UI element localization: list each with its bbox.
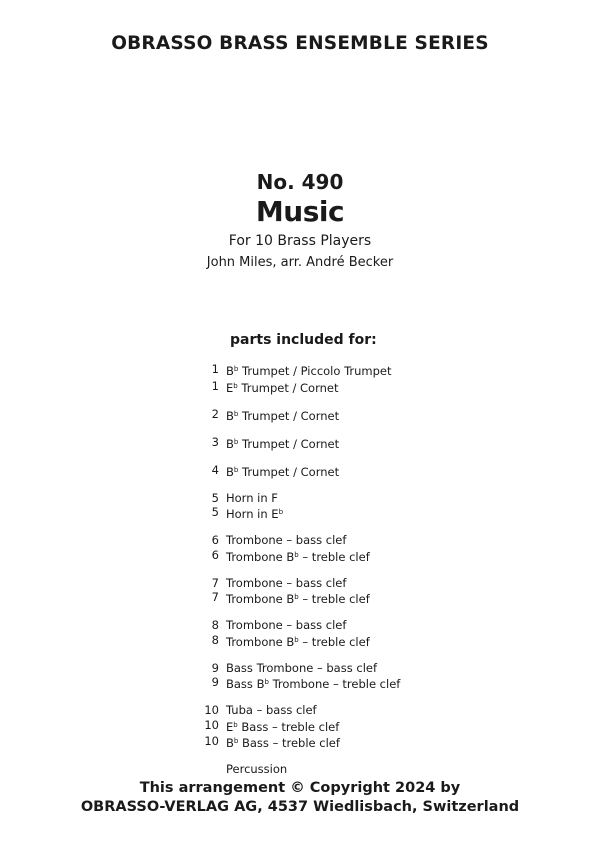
instrument-text: B [226,436,234,451]
part-instrument [226,703,317,718]
part-number: 7 [211,590,219,604]
instrument-text-suffix: Trumpet / Cornet [237,380,339,395]
part-number: 5 [211,490,219,505]
part-line [196,362,496,379]
part-instrument [226,407,339,424]
part-instrument [226,718,339,735]
part-line [196,576,496,591]
part-line [196,435,496,452]
part-line [196,633,496,650]
part-group [196,491,496,522]
part-line [196,618,496,633]
part-number: 8 [211,632,219,647]
part-instrument [226,576,346,591]
flat-sign: b [294,550,299,559]
flat-sign: b [233,365,239,373]
work-title: Music [255,195,345,228]
part-instrument [226,435,339,452]
part-instrument [226,362,392,379]
part-instrument [226,379,338,396]
part-line [196,379,496,396]
work-subtitle: For 10 Brass Players [228,233,372,249]
part-instrument [226,618,346,633]
part-instrument [226,661,377,676]
part-group [196,407,496,424]
part-group [196,463,496,480]
part-group [196,435,496,452]
copyright-footer [0,779,600,817]
part-instrument [226,491,278,506]
percussion-part: Percussion [226,762,288,776]
flat-sign: b [264,678,269,686]
flat-sign: b [233,737,239,745]
series-title: OBRASSO BRASS ENSEMBLE SERIES [111,33,489,54]
part-group [196,703,496,751]
part-line [196,703,496,718]
copyright-line: This arrangement © Copyright 2024 by [139,780,461,796]
part-number: 10 [204,717,219,732]
part-group [196,576,496,607]
flat-sign: b [233,409,239,418]
part-number: 8 [211,618,219,632]
part-line [196,491,496,506]
instrument-text: Trombone B [226,549,295,564]
instrument-text-suffix: – treble clef [298,634,370,649]
part-line [196,407,496,424]
instrument-text: B [226,408,234,423]
flat-sign: b [233,720,238,729]
part-instrument [226,633,370,650]
part-group [196,618,496,649]
part-line [196,533,496,548]
instrument-text-suffix: – treble clef [298,549,370,564]
part-number: 10 [204,734,219,748]
composer-credit: John Miles, arr. André Becker [206,255,394,270]
parts-list [196,362,496,777]
part-number: 2 [211,406,219,421]
instrument-text: E [226,380,234,395]
flat-sign: b [294,593,299,601]
part-instrument [226,533,346,548]
instrument-text: Tuba – bass clef [226,703,317,717]
instrument-text: Trombone B [226,634,295,649]
instrument-text: Bass Trombone – bass clef [226,660,378,675]
instrument-text: Trombone – bass clef [226,575,347,590]
flat-sign: b [233,465,239,474]
part-line [196,463,496,480]
part-instrument [226,548,370,565]
instrument-text: Trombone – bass clef [226,618,347,632]
instrument-text: Trombone – bass clef [226,533,347,547]
flat-sign: b [294,635,299,644]
instrument-text: Horn in F [226,490,278,505]
instrument-text-suffix: Trumpet / Cornet [238,436,340,451]
part-number: 9 [211,660,219,675]
part-instrument [226,590,370,607]
part-instrument [226,463,339,480]
part-number: 5 [211,505,219,519]
part-line [196,661,496,676]
part-group [196,661,496,692]
instrument-text: B [226,464,234,479]
part-instrument [226,505,283,522]
part-number: 6 [211,533,219,547]
flat-sign: b [233,381,238,390]
part-line [196,505,496,522]
instrument-text-suffix: Trumpet / Piccolo Trumpet [238,364,392,378]
instrument-text: Trombone B [226,592,295,606]
part-number: 4 [211,462,219,477]
work-number: No. 490 [256,170,344,194]
part-number: 7 [211,575,219,590]
part-number: 1 [211,378,219,393]
part-number: 3 [211,434,219,449]
part-number: 9 [211,675,219,689]
publisher-line: OBRASSO-VERLAG AG, 4537 Wiedlisbach, Switzerland [80,799,520,815]
part-instrument [226,734,340,751]
part-line [196,548,496,565]
instrument-text-suffix: Trombone – treble clef [268,677,401,691]
instrument-text-suffix: Trumpet / Cornet [238,408,340,423]
instrument-text: B [226,364,234,378]
part-line [196,590,496,607]
part-number: 1 [211,362,219,376]
instrument-text-suffix: Trumpet / Cornet [238,464,340,479]
part-line [196,675,496,692]
instrument-text: Bass B [226,677,265,691]
instrument-text: B [226,736,234,750]
flat-sign: b [278,508,284,516]
part-number: 6 [211,547,219,562]
part-instrument [226,675,400,692]
instrument-text-suffix: Bass – treble clef [238,736,340,750]
part-line [196,734,496,751]
instrument-text: E [226,719,234,734]
instrument-text: Horn in E [226,507,279,521]
instrument-text-suffix: – treble clef [298,592,370,606]
instrument-text-suffix: Bass – treble clef [237,719,340,734]
parts-heading: parts included for: [230,332,377,348]
part-group [196,362,496,395]
flat-sign: b [233,437,239,446]
part-group [196,533,496,564]
part-number: 10 [204,703,219,717]
part-line [196,718,496,735]
